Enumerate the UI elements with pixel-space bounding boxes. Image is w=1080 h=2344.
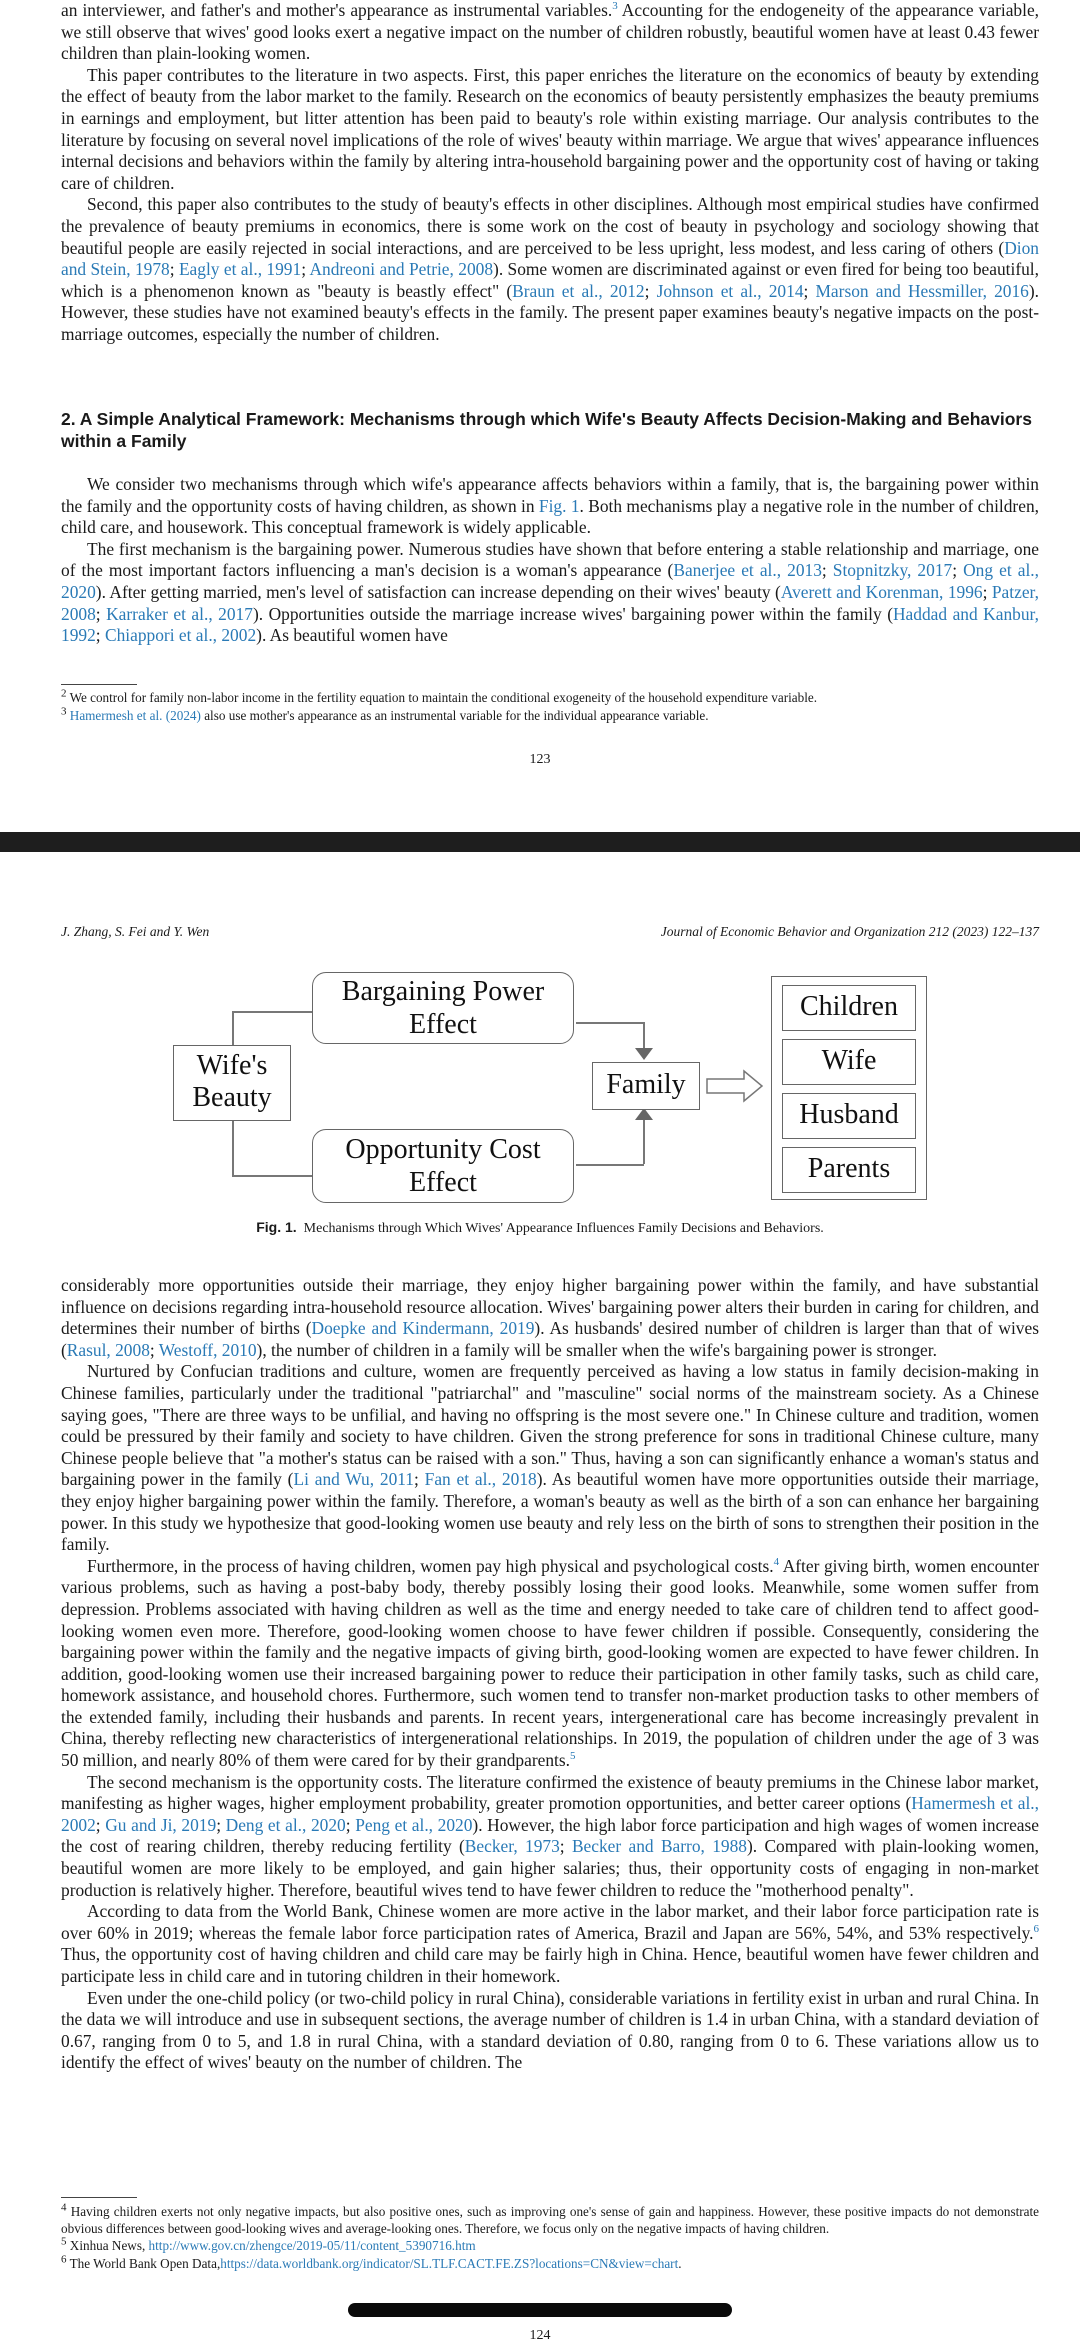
citation-link[interactable]: Braun et al., 2012 — [512, 280, 645, 301]
page-123 — [0, 0, 1080, 832]
family-box: Family — [592, 1062, 700, 1110]
footnote-5: $^5$ Xinhua News, http://www.gov.cn/zhengce/2019-05/11/content_5390716.htm — [61, 2235, 476, 2254]
citation-link[interactable]: Gu and Ji, 2019 — [105, 1814, 217, 1835]
citation-link[interactable]: Ong et al., 2020 — [61, 560, 1039, 602]
outcome-wife: Wife — [782, 1039, 916, 1085]
citation-link[interactable]: Dion and Stein, 1978 — [61, 237, 1039, 280]
block-arrow-right-icon — [706, 1069, 764, 1103]
footnote-2: $^2$ We control for family non-labor income in the fertility equation to maintain the conditional exogeneity of the household expenditure variable. — [61, 687, 818, 705]
page1-section2-text — [61, 474, 1039, 647]
page2-footnotes — [61, 2201, 1040, 2273]
footnote-divider — [61, 2197, 137, 2198]
citation-link[interactable]: Doepke and Kindermann, 2019 — [311, 1318, 535, 1339]
paragraph-one-child-policy: Even under the one-child policy (or two-child policy in rural China), considerable variations in fertility exist in urban and rural China. In the data we will introduce and use in subsequent sections, the average number of children is 1.4 in urban China, with a standard deviation of 0.67, ranging from 0 to 5, and 1.8 in rural China, with a standard deviation of 0.80, ranging from 0 to 6. These variations allow us to identify the effect of wives' beauty on the number of children. The — [61, 1987, 1039, 2073]
citation-link[interactable]: Hamermesh et al., 2002 — [61, 1793, 1039, 1835]
citation-link[interactable]: Eagly et al., 1991 — [178, 259, 302, 280]
paragraph-intro-tail: an interviewer, and father's and mother's appearance as instrumental variables.$^3$ Accounting for the endogeneity of the appearance variable, we still observe that wives' good looks exert a negative impact on the number of children robustly, beautiful women have at least 0.43 fewer children than plain-looking women. — [61, 0, 1040, 64]
url-link[interactable]: https://data.worldbank.org/indicator/SL.TLF.CACT.FE.ZS?locations=CN&view=chart — [220, 2255, 679, 2271]
footnote-4: $^4$ Having children exerts not only negative impacts, but also positive ones, such as improving one's sense of gain and happiness. However, these positive impacts do not demonstrate obvious differences between good-looking wives and average-looking ones. Therefore, we focus only on the negative impacts of having children. — [61, 2201, 1040, 2236]
paragraph-world-bank: According to data from the World Bank, Chinese women are more active in the labor market, and their labor force participation rate is over 60% in 2019; whereas the female labor force participation rates of America, Brazil and Japan are 56%, 54%, and 53% respectively.$^6$ Thus, the opportunity cost of having children and child care may be fairly high in China. Hence, beautiful women have fewer children and participate less in child care and in tutoring children in their homework. — [61, 1901, 1039, 1986]
citation-link[interactable]: Becker and Barro, 1988 — [571, 1836, 747, 1857]
page1-text-block — [61, 0, 1039, 346]
figure-caption: Fig. 1. Mechanisms through Which Wives' Appearance Influences Family Decisions and Behaviors. — [256, 1219, 824, 1236]
paragraph-mechanisms-intro: We consider two mechanisms through which wife's appearance affects behaviors within a family, that is, the bargaining power within the family and the opportunity costs of having children, as shown in Fig. 1. Both mechanisms play a negative role in the number of children, child care, and housework. This conceptual framework is widely applicable. — [61, 474, 1039, 538]
footnote-6: $^6$ The World Bank Open Data,https://data.worldbank.org/indicator/SL.TLF.CACT.FE.ZS?locations=CN&view=chart. — [61, 2253, 682, 2271]
citation-link[interactable]: Deng et al., 2020 — [225, 1814, 346, 1835]
footnote-3: $^3$ Hamermesh et al. (2024) also use mother's appearance as an instrumental variable for the individual appearance variable. — [61, 705, 709, 723]
footnote-ref-6[interactable]: 6 — [1033, 1923, 1039, 1936]
citation-link[interactable]: Averett and Korenman, 1996 — [780, 581, 983, 602]
footnote-ref-5[interactable]: 5 — [569, 1750, 576, 1763]
arrow-down-icon — [635, 1048, 653, 1062]
citation-link[interactable]: Chiappori et al., 2002 — [104, 625, 257, 646]
connector-line — [232, 1011, 312, 1013]
citation-link[interactable]: Johnson et al., 2014 — [656, 280, 804, 301]
running-header-authors: J. Zhang, S. Fei and Y. Wen — [61, 924, 210, 939]
connector-line — [576, 1022, 644, 1024]
figure-link[interactable]: Fig. 1 — [538, 495, 580, 516]
citation-link[interactable]: Peng et al., 2020 — [355, 1814, 473, 1835]
arrow-up-icon — [635, 1108, 653, 1122]
running-header-journal: Journal of Economic Behavior and Organization 212 (2023) 122–137 — [660, 924, 1039, 939]
bargaining-power-effect-box: Bargaining Power Effect — [312, 972, 574, 1044]
page1-footnotes — [61, 687, 1039, 725]
citation-link[interactable]: Haddad and Kanbur, 1992 — [61, 603, 1039, 646]
citation-link[interactable]: Banerjee et al., 2013 — [673, 560, 822, 581]
citation-link[interactable]: Becker, 1973 — [464, 1836, 560, 1857]
footnote-divider — [61, 684, 137, 685]
connector-line — [643, 1116, 645, 1164]
paragraph-confucian: Nurtured by Confucian traditions and culture, women are frequently perceived as having a low status in family decision-making in Chinese families, particularly under the traditional "patriarchal" and "masculine" social norms of the mainstream society. As a Chinese saying goes, "There are three ways to be unfilial, and having no offspring is the most severe one." In Chinese culture and tradition, women could be pressured by their family and society to have children. Given the strong preference for sons in traditional Chinese culture, many Chinese people believe that "a mother's status can be raised with a son." Thus, having a son can significantly enhance a woman's status and bargaining power in the family (Li and Wu, 2011; Fan et al., 2018). As beautiful women have more opportunities outside their marriage, they enjoy higher bargaining power within the family. Therefore, a woman's beauty as well as the birth of a son can enhance her bargaining power. In this study we hypothesize that good-looking women use beauty and rely less on the birth of sons to strengthen their position in the family. — [61, 1361, 1039, 1555]
page-separator — [0, 832, 1080, 852]
citation-link[interactable]: Stopnitzky, 2017 — [832, 560, 953, 581]
footnote-ref-3[interactable]: 3 — [612, 0, 618, 13]
paragraph-contribution-2: Second, this paper also contributes to the study of beauty's effects in other disciplines. Although most empirical studies have confirmed the prevalence of beauty premiums in economics, there is some work on the cost of beauty in psychology and sociology showing that beautiful people are easily rejected in social interactions, and are perceived to be less upright, less modest, and less caring of others (Dion and Stein, 1978; Eagly et al., 1991; Andreoni and Petrie, 2008). Some women are discriminated against or even fired for being too beautiful, which is a phenomenon known as "beauty is beastly effect" (Braun et al., 2012; Johnson et al., 2014; Marson and Hessmiller, 2016). However, these studies have not examined beauty's effects in the family. The present paper examines beauty's negative impacts on the post-marriage outcomes, especially the number of children. — [61, 194, 1039, 344]
connector-line — [232, 1175, 312, 1177]
home-indicator[interactable] — [348, 2303, 732, 2317]
citation-link[interactable]: Karraker et al., 2017 — [106, 603, 253, 624]
citation-link[interactable]: Hamermesh et al. (2024) — [69, 707, 201, 723]
page-124 — [0, 852, 1080, 2341]
citation-link[interactable]: Li and Wu, 2011 — [293, 1469, 415, 1490]
citation-link[interactable]: Marson and Hessmiller, 2016 — [815, 280, 1029, 301]
citation-link[interactable]: Fan et al., 2018 — [424, 1469, 537, 1490]
wifes-beauty-box: Wife's Beauty — [173, 1045, 291, 1121]
outcome-parents: Parents — [782, 1147, 916, 1193]
outcome-children: Children — [782, 985, 916, 1031]
footnote-ref-4[interactable]: 4 — [773, 1555, 780, 1568]
citation-link[interactable]: Rasul, 2008 — [66, 1339, 150, 1360]
opportunity-cost-effect-box: Opportunity Cost Effect — [312, 1129, 574, 1203]
page2-text-block — [61, 1275, 1039, 2074]
outcome-husband: Husband — [782, 1093, 916, 1139]
paragraph-opportunity-cost: The second mechanism is the opportunity costs. The literature confirmed the existence of beauty premiums in the Chinese labor market, manifesting as higher wages, higher employment probability, greater promotion opportunities, and better career options (Hamermesh et al., 2002; Gu and Ji, 2019; Deng et al., 2020; Peng et al., 2020). However, the high labor force participation and high wages of women increase the cost of rearing children, thereby reducing fertility (Becker, 1973; Becker and Barro, 1988). Compared with plain-looking women, beautiful women are more likely to be employed, and gain higher salaries; thus, their opportunity costs of engaging in non-market production is relatively higher. Therefore, beautiful wives tend to have fewer children to reduce the "motherhood penalty". — [61, 1771, 1039, 1900]
connector-line — [232, 1116, 234, 1176]
citation-link[interactable]: Patzer, 2008 — [61, 581, 1039, 624]
connector-line — [576, 1164, 644, 1166]
paragraph-contribution-1: This paper contributes to the literature in two aspects. First, this paper enriches the literature on the economics of beauty by extending the effect of beauty from the labor market to the family. Research on the economics of beauty persistently emphasizes the beauty premiums in earnings and employment, but litter attention has been paid to beauty's role within existing marriage. Our analysis contributes to the literature by focusing on several novel implications of the role of wives' beauty within marriage. We argue that wives' appearance influences internal decisions and behaviors within the family by altering intra-household bargaining power and the opportunity cost of having or taking care of children. — [61, 64, 1039, 193]
section-heading: 2. A Simple Analytical Framework: Mechanisms through which Wife's Beauty Affects Decision-Making and Behaviors within a Family — [61, 409, 1032, 451]
paragraph-bargaining-continued: considerably more opportunities outside their marriage, they enjoy higher bargaining power within the family, and have substantial influence on decisions regarding intra-household resource allocation. Wives' bargaining power alters their burden in caring for children, and determines their number of births (Doepke and Kindermann, 2019). As husbands' desired number of children is larger than that of wives (Rasul, 2008; Westoff, 2010), the number of children in a family will be smaller when the wife's bargaining power is stronger. — [61, 1275, 1039, 1360]
citation-link[interactable]: Andreoni and Petrie, 2008 — [309, 259, 494, 280]
paragraph-childbirth-costs: Furthermore, in the process of having children, women pay high physical and psychological costs.$^4$ After giving birth, women encounter various problems, such as having a post-baby body, thereby possibly losing their good looks. Meanwhile, some women suffer from depression. Problems associated with having children as well as the time and energy needed to take care of children tend to affect good-looking women even more. Therefore, good-looking women choose to have fewer children if possible. Consequently, considering the bargaining power within the family and the negative impacts of giving birth, good-looking women are expected to have fewer children. In addition, good-looking women use their increased bargaining power to reduce their participation in other family tasks, such as child care, homework assistance, and household chores. Furthermore, such women tend to transfer non-market production tasks to other members of the extended family, including their husbands and parents. In recent years, intergenerational care has become increasingly prevalent in China, thereby reflecting new characteristics of intergenerational relationships. In 2019, the population of children under the age of 3 was 50 million, and nearly 80% of them were cared for by their grandparents.$^5$ — [61, 1555, 1039, 1771]
url-link[interactable]: http://www.gov.cn/zhengce/2019-05/11/content_5390716.htm — [148, 2238, 476, 2254]
page-number: 124 — [529, 2328, 551, 2343]
citation-link[interactable]: Westoff, 2010 — [158, 1339, 257, 1360]
page-number: 123 — [529, 752, 551, 767]
paragraph-bargaining-power: The first mechanism is the bargaining power. Numerous studies have shown that before entering a stable relationship and marriage, one of the most important factors influencing a man's decision is a woman's appearance (Banerjee et al., 2013; Stopnitzky, 2017; Ong et al., 2020). After getting married, men's level of satisfaction can increase depending on their wives' beauty (Averett and Korenman, 1996; Patzer, 2008; Karraker et al., 2017). Opportunities outside the marriage increase wives' bargaining power within the family (Haddad and Kanbur, 1992; Chiappori et al., 2002). As beautiful women have — [61, 538, 1039, 646]
